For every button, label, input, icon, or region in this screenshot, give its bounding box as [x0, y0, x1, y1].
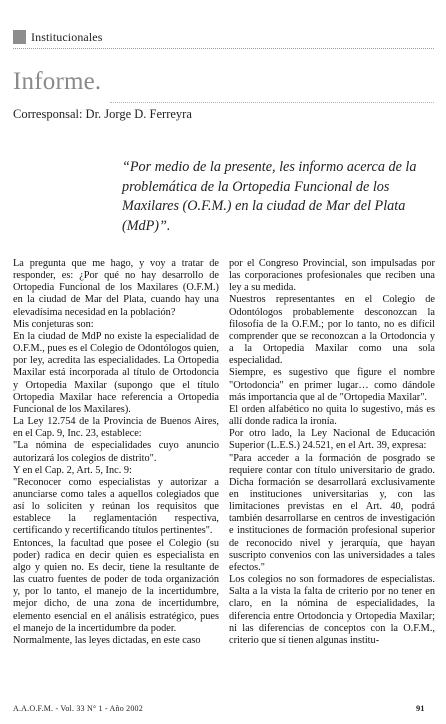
- page-number: 91: [416, 703, 425, 713]
- paragraph: La pregunta que me hago, y voy a tratar de responder, es: ¿Por qué no hay desarrollo de Ortopedia Funcional de los Maxilares (O.F.M.) en la ciudad de Mar del Plata, cuando hay una elevadísima necesidad en la población?: [13, 258, 219, 318]
- paragraph: Siempre, es sugestivo que figure el nombre "Ortodoncia" en primer lugar… como dándole más importancia que al de "Ortopedia Maxilar".: [229, 367, 435, 403]
- paragraph: Y en el Cap. 2, Art. 5, Inc. 9:: [13, 464, 132, 476]
- paragraph: En la ciudad de MdP no existe la especialidad de O.F.M., pues es el Colegio de Odontólogos quien, por ley, acredita las especialidades. La Ortopedia Maxilar está incorporada al título de Ortodoncia y Ortopedia Maxilar (supongo que el título Ortopedia Maxilar hace referencia a Ortopedia Funcional de los Maxilares).: [13, 330, 219, 415]
- paragraph: Entonces, la facultad que posee el Colegio (su poder) radica en decir quien es especialista en algo y quien no. Es decir, tiene la resultante de las cuatro fuentes de poder de toda organización y, por lo tanto, el manejo de la incertidumbre, mejor dicho, de una zona de incertidumbre, elemento esencial en el análisis estratégico, pues el manejo de la incertidumbre da poder.: [13, 537, 219, 634]
- paragraph: "Reconocer como especialistas y autorizar a anunciarse como tales a aquellos colegiados que así lo soliciten y reúnan los requisitos que establece la reglamentación respectiva, certificando y recertificando títulos pertinentes".: [13, 476, 219, 537]
- section-marker: [13, 30, 26, 44]
- article-title: Informe.: [13, 68, 102, 95]
- paragraph: "Para acceder a la formación de posgrado se requiere contar con título universitario de grado. Dicha formación se desarrollará exclusivamente en instituciones universitarias y, con las limitaciones previstas en el Art. 40, podrá también desarrollarse en centros de investigación e instituciones de formación profesional superior de reconocido nivel y jerarquía, que hayan suscripto convenios con las universidades a tales efectos.": [229, 452, 435, 573]
- paragraph: El orden alfabético no quita lo sugestivo, más es allí donde radica la ironía.: [229, 403, 435, 428]
- body-column-left: [13, 258, 219, 647]
- paragraph: por el Congreso Provincial, son impulsadas por las corporaciones profesionales que reciben una ley a su medida.: [229, 258, 435, 294]
- journal-citation: A.A.O.F.M. - Vol. 33 N° 1 - Año 2002: [13, 704, 143, 713]
- article-author: Corresponsal: Dr. Jorge D. Ferreyra: [13, 107, 192, 121]
- header-divider: [13, 48, 434, 49]
- paragraph: Mis conjeturas son:: [13, 318, 94, 330]
- paragraph: Por otro lado, la Ley Nacional de Educación Superior (L.E.S.) 24.521, en el Art. 39, expresa:: [229, 428, 435, 452]
- paragraph: "La nómina de especialidades cuyo anuncio autorizará los colegios de distrito".: [13, 440, 219, 464]
- paragraph: Nuestros representantes en el Colegio de Odontólogos probablemente desconozcan la filosofía de la O.F.M.; por lo tanto, no es difícil comprender que se reconozcan a la Ortodoncia y a la Ortopedia Maxilar como una sola especialidad.: [229, 294, 435, 367]
- body-column-right: [229, 258, 435, 647]
- paragraph: Los colegios no son formadores de especialistas. Salta a la vista la falta de criterio por no tener en claro, en la nómina de especialidades, la diferencia entre Ortodoncia y Ortopedia Maxilar; ni las diferencias de conceptos con la O.F.M., criterio que sí tienen algunas institu-: [229, 574, 435, 646]
- title-divider: [110, 102, 434, 103]
- pull-quote: “Por medio de la presente, les informo acerca de la problemática de la Ortopedia Funcional de los Maxilares (O.F.M.) en la ciudad de Mar del Plata (MdP)”.: [122, 159, 417, 234]
- section-label: Institucionales: [31, 30, 103, 44]
- paragraph: Normalmente, las leyes dictadas, en este caso: [13, 634, 201, 646]
- paragraph: La Ley 12.754 de la Provincia de Buenos Aires, en el Cap. 9, Inc. 23, establece:: [13, 416, 219, 440]
